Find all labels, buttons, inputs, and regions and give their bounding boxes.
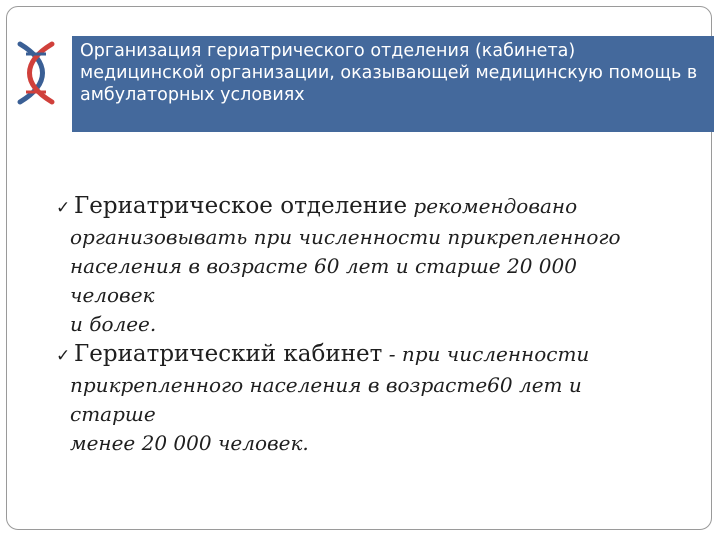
checkmark-icon: ✓ (56, 346, 71, 366)
bullet-line: населения в возрасте 60 лет и старше 20 000 человек (70, 254, 577, 307)
bullet-item-office (56, 340, 656, 458)
checkmark-icon: ✓ (56, 198, 71, 218)
bullet-term: Гериатрическое отделение (74, 193, 408, 219)
slide-title: Организация гериатрического отделения (кабинета) медицинской организации, оказывающей медицинскую помощь в амбулаторных условиях (80, 41, 698, 105)
bullet-line: организовывать при численности прикрепленного (70, 225, 621, 249)
bullet-text: рекомендовано (407, 194, 578, 218)
bullet-text: - при численности (382, 342, 590, 366)
bullet-line: менее 20 000 человек. (70, 431, 309, 455)
bullet-term: Гериатрический кабинет (74, 341, 383, 367)
bullet-line: прикрепленного населения в возрасте60 лет и старше (70, 373, 582, 426)
bullet-item-department (56, 192, 656, 339)
bullet-line: и более. (70, 312, 157, 336)
dna-helix-logo (14, 40, 58, 106)
